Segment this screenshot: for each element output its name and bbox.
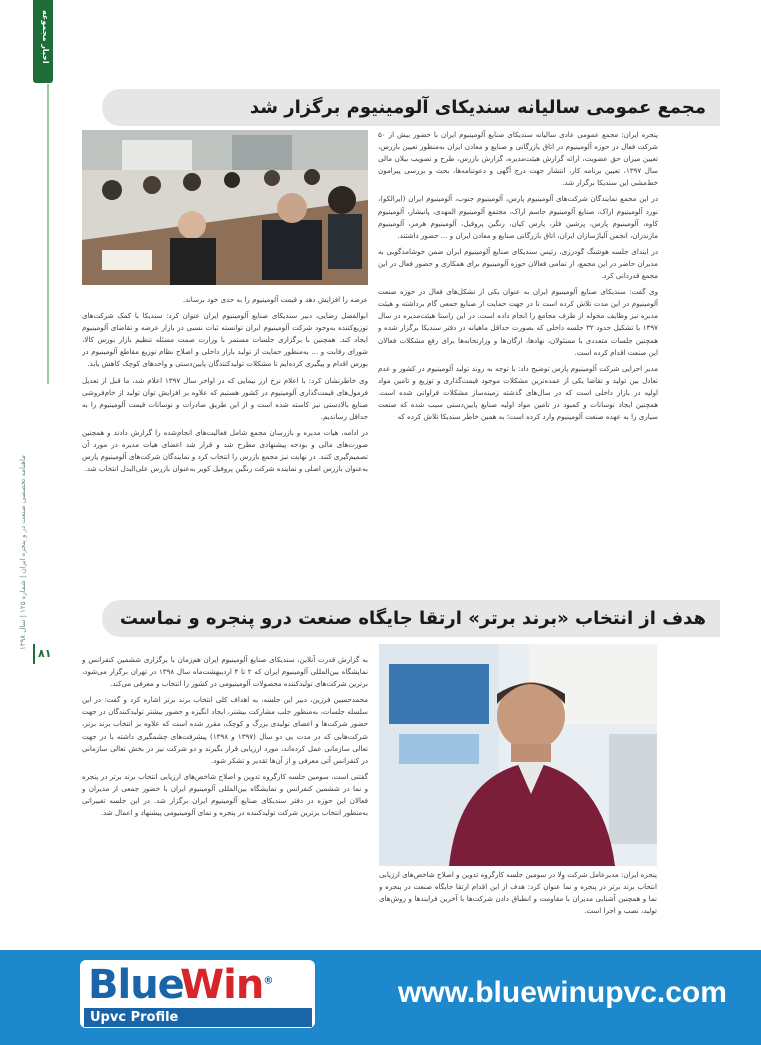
article1-paragraph: ابوالفضل رضایی، دبیر سندیکای صنایع آلومینیوم ایران عنوان کرد: سندیکا با کمک شرکت‌های توزیع‌کننده به‌وجود شرکت آلومینیوم ایران توانسته ثبات نسبی در بازار عرضه و تقاضای آلومینیوم ایجاد کند. همچنین با برگزاری جلسات مستمر با وزارت صمت مسئله تنظیم بازار بورس کالا، شورای رقابت و ... به‌منظور حمایت از تولید بازار داخلی و اصلاح نظام توزیع مقاطع آلومینیوم در بورس اقدام و پیگیری کرده‌ایم تا مشکلات تولیدکنندگان پایین‌دستی و واحدهای کوچک کاهش یابد. bbox=[82, 311, 368, 369]
side-divider bbox=[47, 84, 49, 384]
article1-paragraph: در ادامه، هیات مدیره و بازرسان مجمع شامل فعالیت‌های انجام‌شده را گزارش دادند و همچنین صورت‌های مالی و بودجه پیشنهادی مطرح شد و قرار شد اعضای هیات مدیره در مورد آن تصمیم‌گیری کنند. در نهایت نیز مجمع بازرس را انتخاب کرد و نمایندگان شرکت‌های آلومینیوم پارس به‌عنوان بازرس اصلی و نماینده شرکت رنگین پروفیل کویر به‌عنوان بازرس علی‌البدل انتخاب شد. bbox=[82, 427, 368, 474]
meeting-photo bbox=[82, 130, 368, 285]
article1-paragraph: پنجره ایران: مجمع عمومی عادی سالیانه سندیکای صنایع آلومینیوم ایران با حضور بیش از ۵۰ شرکت فعال در حوزه آلومینیوم در اتاق بازرگانی و صنایع و معادن ایران به‌منظور تعیین بازرس، تعیین میزان حق عضویت، ارائه گزارش هیئت‌مدیره، گزارش بازرس، طرح و تصویب بیلان مالی سال ۱۳۹۷، تعیین برنامه کار، انتشار جهت درج آگهی و دعوتنامه‌ها، بحث و بررسی پیرامون خط‌مشی این سندیکا برگزار شد. bbox=[378, 130, 658, 188]
issue-info: ماهنامه تخصصی صنعت در و پنجره ایران | شماره ۱۲۵ | سال ۱۳۹۸ bbox=[19, 455, 27, 650]
article1-paragraph: وی گفت: سندیکای صنایع آلومینیوم ایران به عنوان یکی از تشکل‌های فعال در حوزه صنعت آلومینیوم در این مدت تلاش کرده است تا در جهت حمایت از صنایع جمعی گام برداشته و هیئت مدیره نیز وظایف محوله از طرف مجامع را انجام داده است. در این راستا هیئت‌مدیره در سال ۱۳۹۷ با تشکیل حدود ۳۲ جلسه داخلی که بصورت حداقل ماهیانه در دفتر سندیکا برگزار شده و همچنین جلسات متعددی با مسئولان، نهادها، ارگان‌ها و وزارتخانه‌ها برای رفع مشکلات فعالان این صنعت اقدام کرده است. bbox=[378, 287, 658, 357]
article1-title: مجمع عمومی سالیانه سندیکای آلومینیوم برگزار شد bbox=[102, 89, 720, 126]
section-tab bbox=[33, 0, 53, 83]
brand-name-red-text: Win bbox=[180, 962, 264, 1008]
article2-paragraph: به گزارش قدرت آنلاین، سندیکای صنایع آلومینیوم ایران هم‌زمان با برگزاری ششمین کنفرانس و نمایشگاه بین‌المللی آلومینیوم ایران که ۲ تا ۴ اردیبهشت‌ماه سال ۱۳۹۸ در تهران برگزار می‌شود، برترین شرکت‌های تولیدکننده محصولات آلومینیومی در کشور را انتخاب و معرفی می‌کند. bbox=[82, 655, 368, 689]
article1-body-left bbox=[82, 294, 368, 592]
portrait-photo bbox=[379, 644, 657, 866]
article1-paragraph: عرضه را افزایش دهد و قیمت آلومینیوم را به حدی خود برساند. bbox=[182, 295, 368, 304]
article2-paragraph: محمدحسین فرزین، دبیر این جلسه، به اهداف کلی انتخاب برند برتر اشاره کرد و گفت: در این سلسله جلسات، به‌منظور جلب مشارکت بیشتر، ایجاد انگیزه و حضور بیشتر تولیدکنندگان در جهت حضور شرکت‌ها و اعضای تولیدی بزرگ و کوچک، مقرر شده است که علاوه بر انتخاب برند برتر، شرکت‌هایی که در مدت یی دو سال (۱۳۹۷ و ۱۳۹۸) پیشرفت‌های چشمگیری داشته با در جهت تعالی سازمانی عمل کرده‌اند، مورد ارزیابی قرار بگیرند و دو شرکت نیز در بخش تعالی سازمانی در کنفرانس آتی معرفی و از آن‌ها تقدیر و تشکر شود. bbox=[82, 695, 368, 765]
registered-mark: ® bbox=[263, 975, 273, 987]
article1-paragraph: مدیر اجرایی شرکت آلومینیوم پارس توضیح داد: با توجه به روند تولید آلومینیوم در کشور و عدم تعادل بین تولید و تقاضا یکی از عمده‌ترین مشکلات موجود قیمت‌گذاری و توزیع و تامین مواد اولیه در بازار داخلی است که در سال‌های گذشته زمینه‌ساز مشکلات فراوانی شده است. همچنین ایجاد نوسانات و کمبود در تامین مواد اولیه صنایع پایین‌دستی سبب شده که صنعت سیاری را به عهده صنعت آلومینیوم وارد کرده است؛ به همین خاطر سندیکا تلاش کرده که bbox=[378, 363, 658, 422]
article1-paragraph: در این مجمع نمایندگان شرکت‌های آلومینیوم پارس، آلومینیوم جنوب، آلومینیوم ایران (ایرالکو)، نورد آلومینیوم اراک، صنایع آلومینیوم جاسم اراک، مجتمع آلومینیوم المهدی، پانیشار، آلومینیوم کاوه، آلومینیوم پارس، پرشین فلز، پارس کیان، رنگین پروفیل، آلومینیوم هرمز، آلومینیوم مازندران، انجمن آلیاژسازان ایران، اتاق بازرگانی صنایع و معادن ایران و ... حضور داشتند. bbox=[378, 194, 658, 240]
section-tab-label: اخبار مجموعه bbox=[41, 10, 50, 64]
advert-url[interactable]: www.bluewinupvc.com bbox=[398, 976, 727, 1009]
article2-body bbox=[82, 654, 368, 944]
page-number: ۸۱ bbox=[38, 647, 52, 660]
article1-body-right bbox=[378, 129, 658, 591]
page-number-bar bbox=[33, 644, 35, 664]
article1-paragraph: در ابتدای جلسه هوشنگ گودرزی، رئیس سندیکای صنایع آلومینیوم ایران ضمن خوشامدگویی به مدیران حاضر در این مجمع، از تمامی فعالان حوزه آلومینیوم برای همکاری و حضور فعال در این مجمع قدردانی کرد. bbox=[378, 246, 658, 281]
article2-paragraph: گفتنی است، سومین جلسه کارگروه تدوین و اصلاح شاخص‌های ارزیابی انتخاب برند برتر در پنجره و نما در ششمین کنفرانس و نمایشگاه بین‌المللی آلومینیوم ایران با حضور جمعی از مدیران و فعالان این حوزه در دفتر سندیکای صنایع آلومینیوم ایران برگزار شد. در این جلسه تغییراتی به‌منظور انتخاب برترین شرکت تولیدکننده در پنجره و نمای آلومینیومی پیشنهاد و اعمال شد. bbox=[82, 771, 368, 818]
photo-caption: پنجره ایران: مدیرعامل شرکت وِلا در سومین جلسه کارگروه تدوین و اصلاح شاخص‌های ارزیابی انتخاب برند برتر در پنجره و نما عنوان کرد: هدف از این اقدام ارتقا جایگاه صنعت در پنجره و نما و همچنین آشنایی مدیران با مقاومت و انطباق دادن شرکت‌ها با آخرین فرایندها و روش‌های تولید، نصب و اجرا است. bbox=[379, 870, 657, 916]
article1-paragraph: وی خاطرنشان کرد: با اعلام نرخ ارز نیمایی که در اواخر سال ۱۳۹۷ اعلام شد، ما قبل از تعدیل فرمول‌های قیمت‌گذاری آلومینیوم در کشور هستیم که علاوه بر افزایش توان تولید از خام‌فروشی صنایع بالادستی نیز کاسته شده است و از این طریق صادرات و نوسانات قیمت آلومینیوم را به حداقل رساندیم. bbox=[82, 375, 368, 421]
brand-name-blue: Blue bbox=[88, 962, 184, 1008]
article2-title: هدف از انتخاب «برند برتر» ارتقا جایگاه صنعت درو پنجره و نماست bbox=[102, 600, 720, 637]
brand-name-red bbox=[180, 962, 272, 1008]
brand-tagline: Upvc Profile bbox=[84, 1008, 312, 1027]
